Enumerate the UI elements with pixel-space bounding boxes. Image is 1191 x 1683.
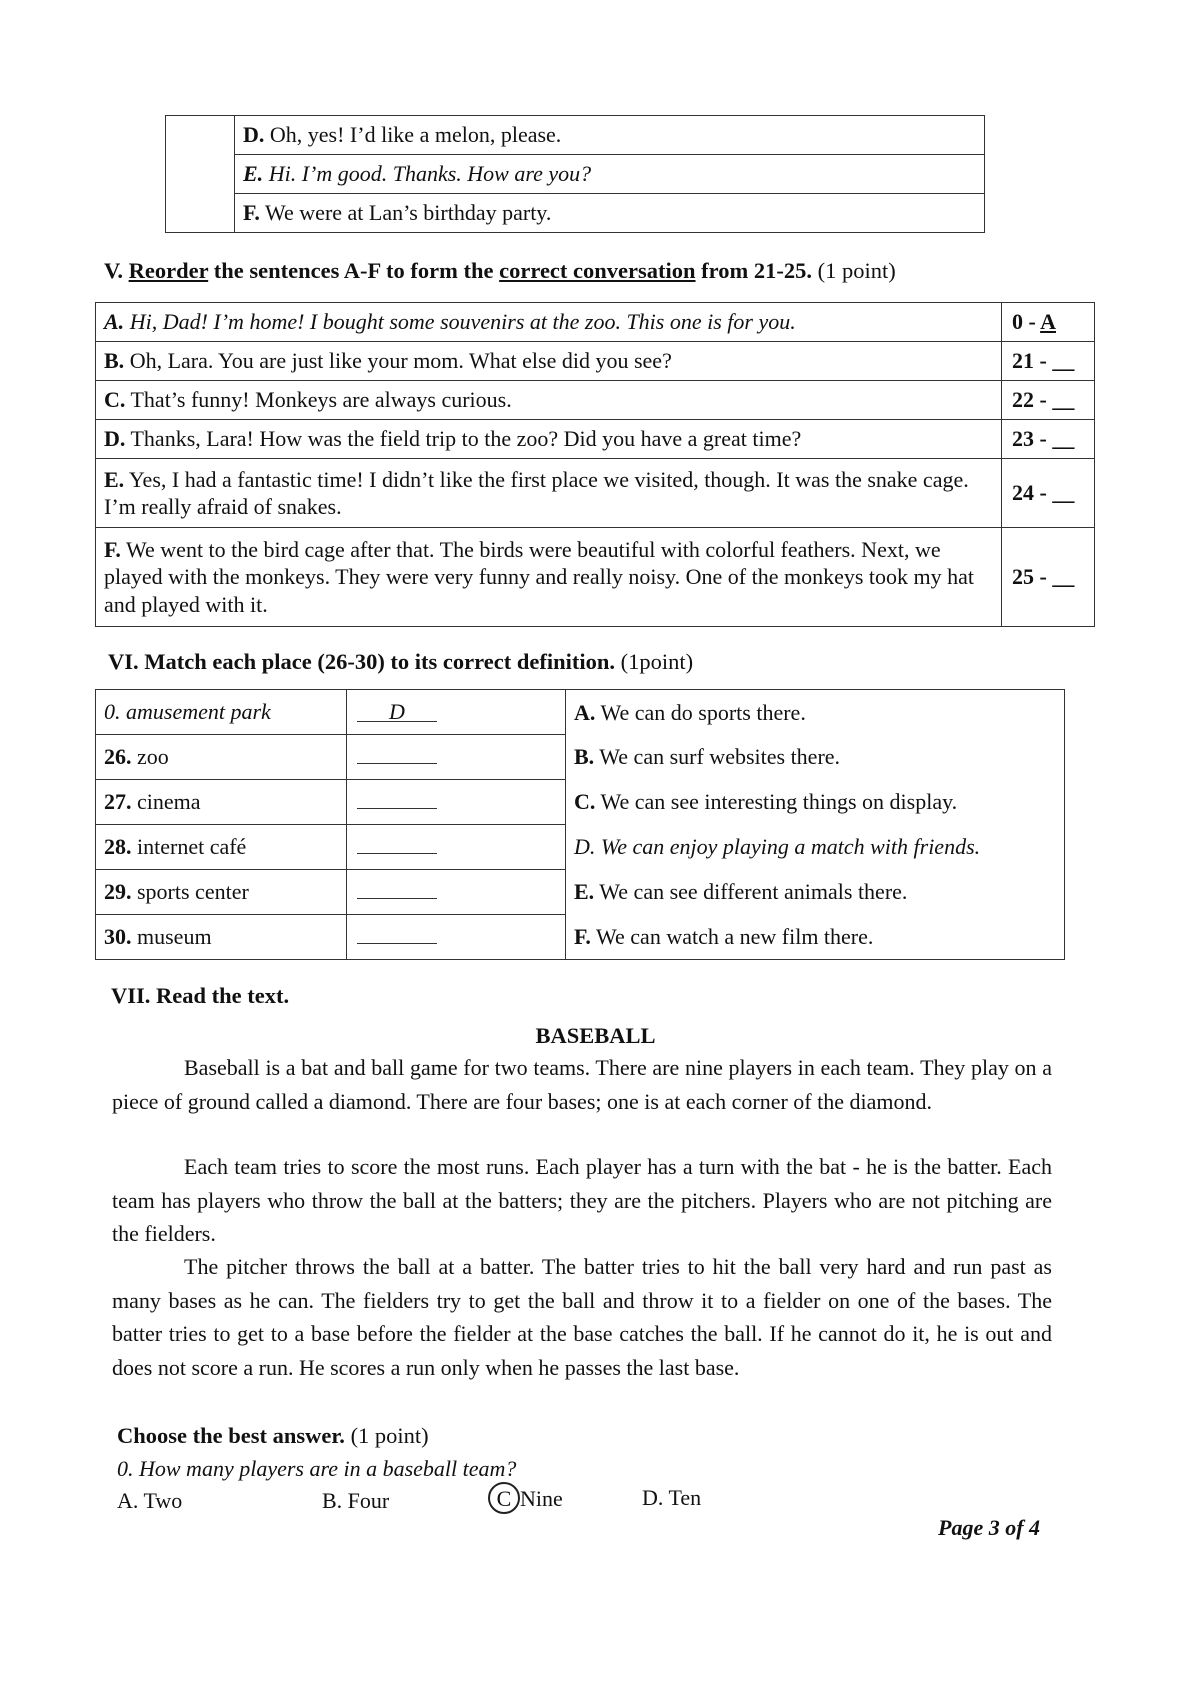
table-row	[96, 915, 1065, 960]
table-row	[166, 194, 985, 233]
order-cell: 22 - __	[1002, 381, 1095, 420]
top-answer-table	[165, 115, 985, 233]
answer-cell	[347, 780, 566, 825]
place-cell: 28. internet café	[96, 825, 347, 870]
table-row	[96, 780, 1065, 825]
table-row	[96, 825, 1065, 870]
answer-blank[interactable]	[357, 925, 437, 944]
sentence-cell: F. We went to the bird cage after that. The birds were beautiful with colorful feathers. Next, we played with the monkeys. They were very funny and really noisy. One of the monkeys took my hat and played with it.	[96, 528, 1002, 627]
table-row	[96, 690, 1065, 735]
table-row	[166, 116, 985, 155]
passage-title: BASEBALL	[535, 1023, 656, 1048]
table-row	[96, 459, 1095, 528]
place-cell: 26. zoo	[96, 735, 347, 780]
table-row	[96, 735, 1065, 780]
passage-paragraph-3: The pitcher throws the ball at a batter. The batter tries to hit the ball very hard and run past as many bases as he can. The fielders try to get the ball and throw it to a fielder on one of the bases. The batter tries to get to a base before the fielder at the base catches the ball. If he cannot do it, he is out and does not score a run. He scores a run only when he passes the last base.	[112, 1254, 1052, 1380]
order-cell: 24 - __	[1002, 459, 1095, 528]
section-vii-heading: VII. Read the text.	[111, 983, 290, 1008]
order-cell: 0 - A	[1002, 303, 1095, 342]
section-v-heading: V. Reorder the sentences A-F to form the correct conversation from 21-25. (1 point)	[104, 258, 896, 283]
answer-blank[interactable]	[357, 880, 437, 899]
place-cell: 30. museum	[96, 915, 347, 960]
sentence-cell: C. That’s funny! Monkeys are always curious.	[96, 381, 1002, 420]
conversation-table	[95, 302, 1095, 627]
definition-cell: F. We can watch a new film there.	[566, 915, 1065, 960]
answer-blank[interactable]	[357, 790, 437, 809]
matching-table	[95, 689, 1065, 960]
blank-column	[166, 116, 235, 233]
place-cell: 0. amusement park	[96, 690, 347, 735]
sentence-cell: D. Thanks, Lara! How was the field trip to the zoo? Did you have a great time?	[96, 420, 1002, 459]
definition-cell: A. We can do sports there.	[566, 690, 1065, 735]
section-vi-heading: VI. Match each place (26-30) to its correct definition. (1point)	[108, 649, 694, 674]
place-cell: 29. sports center	[96, 870, 347, 915]
table-row	[96, 870, 1065, 915]
sentence-cell: E. Yes, I had a fantastic time! I didn’t like the first place we visited, though. It was the snake cage. I’m really afraid of snakes.	[96, 459, 1002, 528]
answer-blank[interactable]	[357, 835, 437, 854]
answer-cell	[347, 735, 566, 780]
definition-cell: E. We can see different animals there.	[566, 870, 1065, 915]
option-cell: D. Oh, yes! I’d like a melon, please.	[235, 116, 985, 155]
order-cell: 23 - __	[1002, 420, 1095, 459]
sentence-cell: B. Oh, Lara. You are just like your mom. What else did you see?	[96, 342, 1002, 381]
answer-cell	[347, 915, 566, 960]
option-cell: E. Hi. I’m good. Thanks. How are you?	[235, 155, 985, 194]
option-b: B. Four	[322, 1488, 390, 1513]
option-a: A. Two	[117, 1488, 183, 1513]
question-0: 0. How many players are in a baseball team?	[117, 1456, 517, 1481]
answer-circle: C	[488, 1482, 520, 1514]
table-row	[96, 303, 1095, 342]
passage-paragraph-2: Each team tries to score the most runs. Each player has a turn with the bat - he is the batter. Each team has players who throw the ball at the batters; they are the pitchers. Players who are not pitching are the fielders.	[112, 1154, 1052, 1246]
order-cell: 21 - __	[1002, 342, 1095, 381]
table-row	[166, 155, 985, 194]
definition-cell: C. We can see interesting things on display.	[566, 780, 1065, 825]
definition-cell: B. We can surf websites there.	[566, 735, 1065, 780]
table-row	[96, 342, 1095, 381]
answer-cell	[347, 870, 566, 915]
definition-cell: D. We can enjoy playing a match with friends.	[566, 825, 1065, 870]
sentence-cell: A. Hi, Dad! I’m home! I bought some souvenirs at the zoo. This one is for you.	[96, 303, 1002, 342]
order-cell: 25 - __	[1002, 528, 1095, 627]
table-row	[96, 528, 1095, 627]
page-number: Page 3 of 4	[938, 1515, 1041, 1540]
answer-cell	[347, 825, 566, 870]
answer-cell	[347, 690, 566, 735]
option-c: C Nine	[488, 1482, 563, 1514]
option-cell: F. We were at Lan’s birthday party.	[235, 194, 985, 233]
place-cell: 27. cinema	[96, 780, 347, 825]
answer-blank[interactable]	[357, 745, 437, 764]
passage-paragraph-1: Baseball is a bat and ball game for two teams. There are nine players in each team. They play on a piece of ground called a diamond. There are four bases; one is at each corner of the diamond.	[112, 1055, 1052, 1114]
choose-instruction: Choose the best answer. (1 point)	[117, 1423, 429, 1448]
table-row	[96, 381, 1095, 420]
option-d: D. Ten	[642, 1485, 702, 1510]
table-row	[96, 420, 1095, 459]
answer-blank[interactable]: D	[357, 703, 437, 722]
